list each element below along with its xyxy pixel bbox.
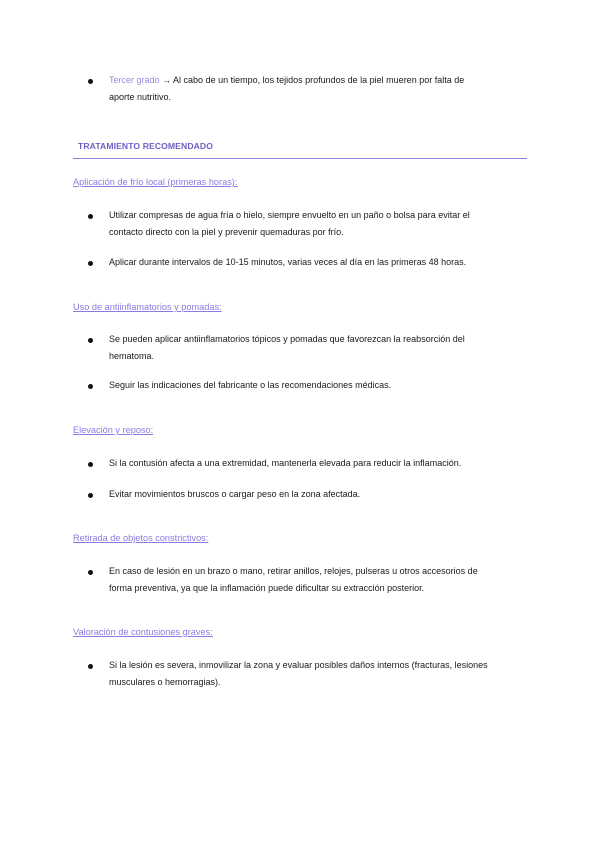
arrow-icon: → [159,75,174,85]
bullet-icon [88,462,93,467]
bullet-icon [88,338,93,343]
item-text-line: Seguir las indicaciones del fabricante o las recomendaciones médicas. [109,380,392,390]
bullet-icon [88,493,93,498]
list-item [89,207,529,241]
subheading-objetos-constrictivos: Retirada de objetos constrictivos: [73,533,209,543]
list-item [89,254,529,271]
subheading-antiinflamatorios: Uso de antiinflamatorios y pomadas: [73,302,222,312]
bullet-icon [88,570,93,575]
bullet-icon [88,664,93,669]
list-item [89,657,529,691]
item-text-line: Utilizar compresas de agua fría o hielo, siempre envuelto en un paño o bolsa para evitar el [109,210,470,220]
item-text-line: Aplicar durante intervalos de 10-15 minutos, varias veces al día en las primeras 48 horas. [109,257,467,267]
list-item [89,486,529,503]
item-text-line: En caso de lesión en un brazo o mano, retirar anillos, relojes, pulseras u otros accesorios de [109,566,478,576]
item-text-line: Si la contusión afecta a una extremidad, mantenerla elevada para reducir la inflamación. [109,458,462,468]
list-item [89,563,529,597]
item-text-line: hematoma. [109,351,155,361]
list-item [89,455,529,472]
section-heading: TRATAMIENTO RECOMENDADO [78,141,214,151]
bullet-icon [88,79,93,84]
item-text-line: forma preventiva, ya que la inflamación puede dificultar su extracción posterior. [109,583,425,593]
list-item [89,377,529,394]
item-text-line: Evitar movimientos bruscos o cargar peso en la zona afectada. [109,489,361,499]
item-text-line: Al cabo de un tiempo, los tejidos profundos de la piel mueren por falta de [173,75,465,85]
list-item-tercer-grado [89,72,529,106]
subheading-contusiones-graves: Valoración de contusiones graves: [73,627,213,637]
item-text-line: aporte nutritivo. [109,92,172,102]
item-text-line: musculares o hemorragias). [109,677,221,687]
item-text-line: Si la lesión es severa, inmovilizar la zona y evaluar posibles daños internos (fracturas, lesiones [109,660,488,670]
item-text-line: Se pueden aplicar antiinflamatorios tópicos y pomadas que favorezcan la reabsorción del [109,334,465,344]
subheading-frio-local: Aplicación de frío local (primeras horas): [73,177,238,187]
term-label: Tercer grado [109,75,160,85]
subheading-elevacion: Elevación y reposo: [73,425,154,435]
heading-divider [73,158,527,159]
list-item [89,331,529,365]
bullet-icon [88,261,93,266]
bullet-icon [88,384,93,389]
item-text-line: contacto directo con la piel y prevenir quemaduras por frío. [109,227,344,237]
bullet-icon [88,214,93,219]
